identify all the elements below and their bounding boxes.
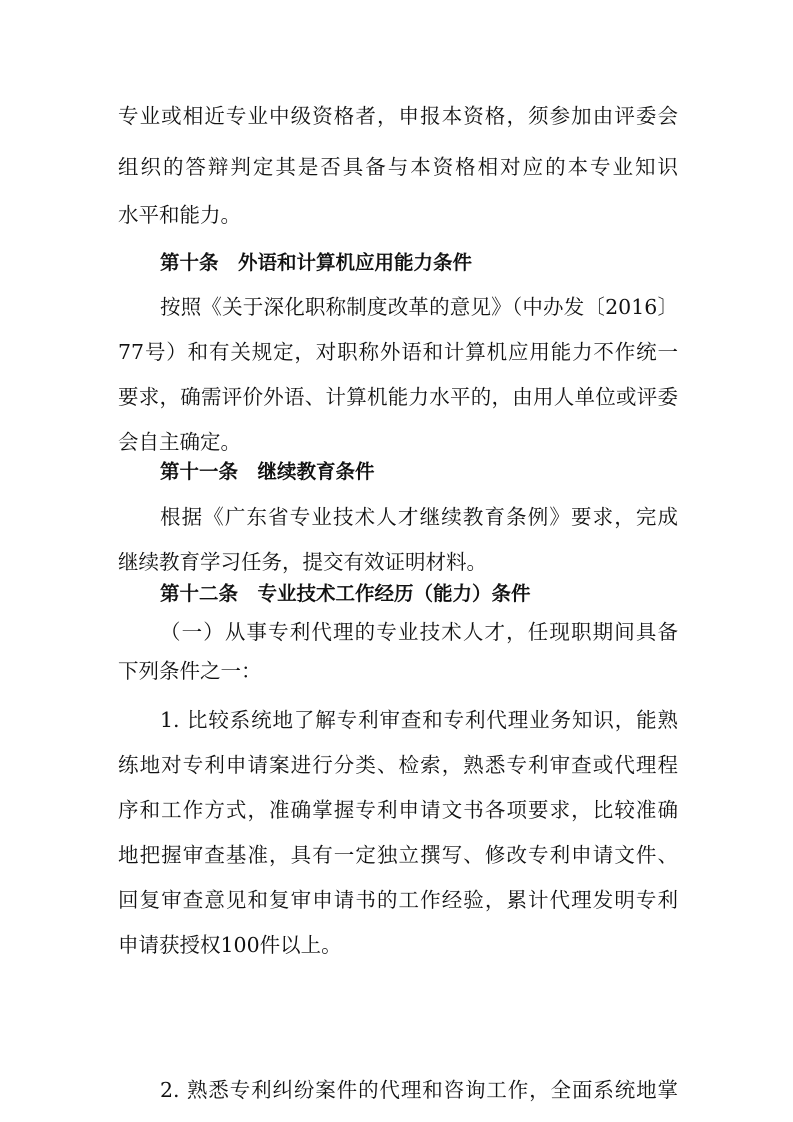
body-text-line: 下列条件之一：	[118, 659, 262, 683]
body-text-line: 继续教育学习任务，提交有效证明材料。	[118, 550, 487, 574]
body-text-line: 按照《关于深化职称制度改革的意见》（中办发〔2016〕	[160, 295, 678, 319]
section-heading-article-12: 第十二条 专业技术工作经历（能力）条件	[160, 582, 531, 605]
body-text-line: 2. 熟悉专利纠纷案件的代理和咨询工作，全面系统地掌	[160, 1078, 678, 1102]
body-text-line: 77号）和有关规定，对职称外语和计算机应用能力不作统一	[118, 340, 678, 364]
body-text-line: 练地对专利申请案进行分类、检索，熟悉专利审查或代理程	[118, 753, 678, 777]
body-text-line: 申请获授权100件以上。	[118, 933, 342, 957]
body-text-line: （一）从事专利代理的专业技术人才，任现职期间具备	[160, 620, 678, 644]
body-text-line: 1. 比较系统地了解专利审查和专利代理业务知识，能熟	[160, 708, 678, 732]
body-text-line: 组织的答辩判定其是否具备与本资格相对应的本专业知识	[118, 155, 678, 179]
body-text-line: 根据《广东省专业技术人才继续教育条例》要求，完成	[160, 505, 678, 529]
body-text-line: 水平和能力。	[118, 203, 241, 227]
body-text-line: 序和工作方式，准确掌握专利申请文书各项要求，比较准确	[118, 798, 678, 822]
body-text-line: 专业或相近专业中级资格者，申报本资格，须参加由评委会	[118, 104, 678, 128]
body-text-line: 地把握审查基准，具有一定独立撰写、修改专利申请文件、	[118, 843, 678, 867]
section-heading-article-11: 第十一条 继续教育条件	[160, 460, 375, 483]
section-heading-article-10: 第十条 外语和计算机应用能力条件	[160, 251, 473, 274]
body-text-line: 会自主确定。	[118, 430, 241, 454]
body-text-line: 回复审查意见和复审申请书的工作经验，累计代理发明专利	[118, 888, 678, 912]
body-text-line: 要求，确需评价外语、计算机能力水平的，由用人单位或评委	[118, 385, 678, 409]
